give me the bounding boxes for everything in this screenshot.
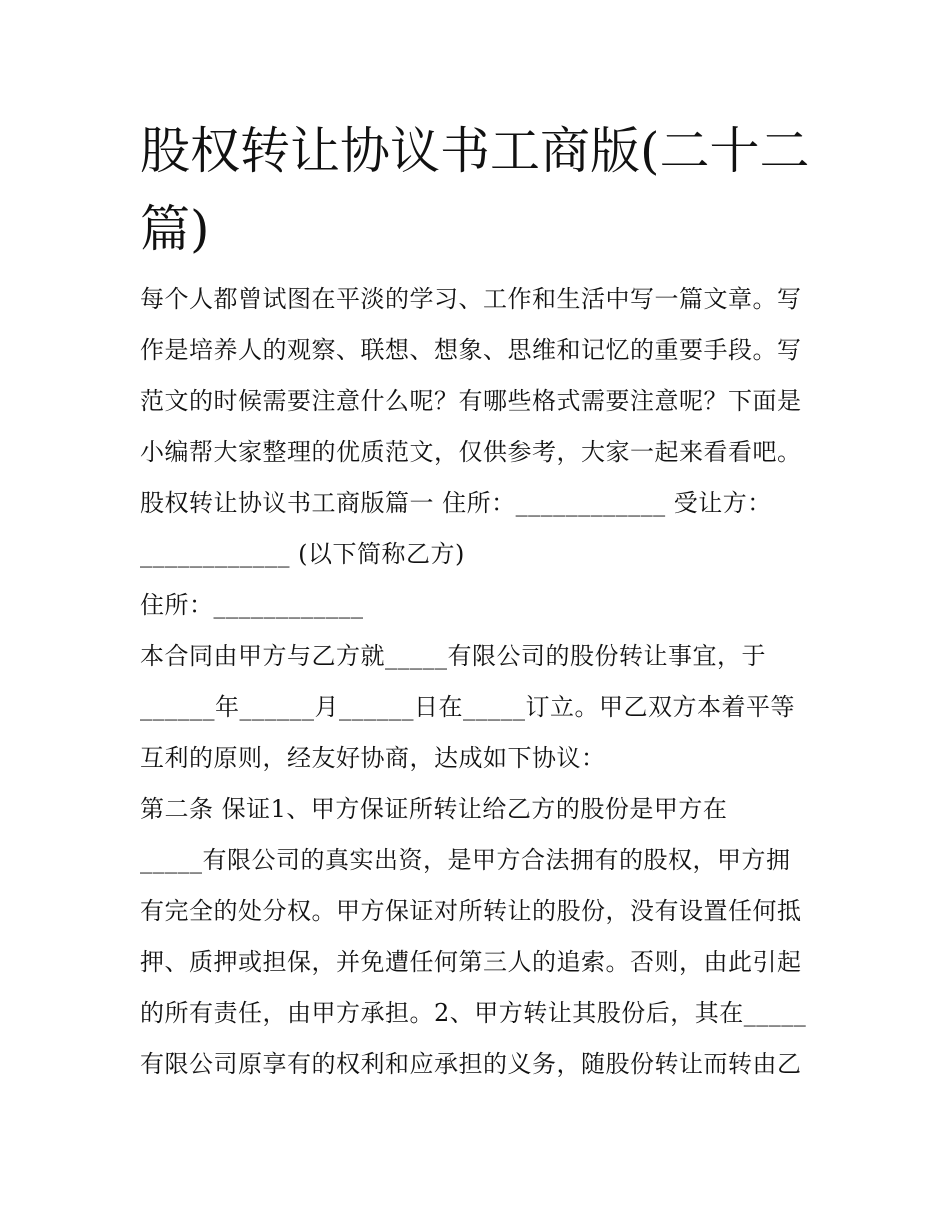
body-line-9: ______年______月______日在_____订立。甲乙双方本着平等 — [140, 693, 795, 721]
body-line-2: 作是培养人的观察、联想、想象、思维和记忆的重要手段。写 — [140, 336, 802, 364]
title-line-1: 股权转让协议书工商版(二十二 — [140, 122, 810, 180]
body-line-11: 第二条 保证1、甲方保证所转让给乙方的股份是甲方在 — [140, 795, 728, 823]
title-line-2: 篇) — [140, 200, 210, 258]
body-line-14: 押、质押或担保，并免遭任何第三人的追索。否则，由此引起 — [140, 948, 802, 976]
body-line-7: 住所：____________ — [140, 591, 364, 619]
document-title — [140, 112, 830, 268]
body-line-1: 每个人都曾试图在平淡的学习、工作和生活中写一篇文章。写 — [140, 285, 802, 313]
body-line-6: ____________ (以下简称乙方) — [140, 540, 465, 568]
body-line-4: 小编帮大家整理的优质范文，仅供参考，大家一起来看看吧。 — [140, 438, 802, 466]
body-line-13: 有完全的处分权。甲方保证对所转让的股份，没有设置任何抵 — [140, 897, 802, 925]
body-line-15: 的所有责任，由甲方承担。2、甲方转让其股份后，其在_____ — [140, 999, 807, 1027]
body-line-16: 有限公司原享有的权利和应承担的义务，随股份转让而转由乙 — [140, 1050, 802, 1078]
body-line-3: 范文的时候需要注意什么呢？有哪些格式需要注意呢？下面是 — [140, 387, 802, 415]
body-line-10: 互利的原则，经友好协商，达成如下协议： — [140, 744, 606, 772]
body-line-5: 股权转让协议书工商版篇一 住所：____________ 受让方： — [140, 489, 772, 517]
body-line-12: _____有限公司的真实出资，是甲方合法拥有的股权，甲方拥 — [140, 846, 791, 874]
body-line-8: 本合同由甲方与乙方就_____有限公司的股份转让事宜，于 — [140, 642, 766, 670]
